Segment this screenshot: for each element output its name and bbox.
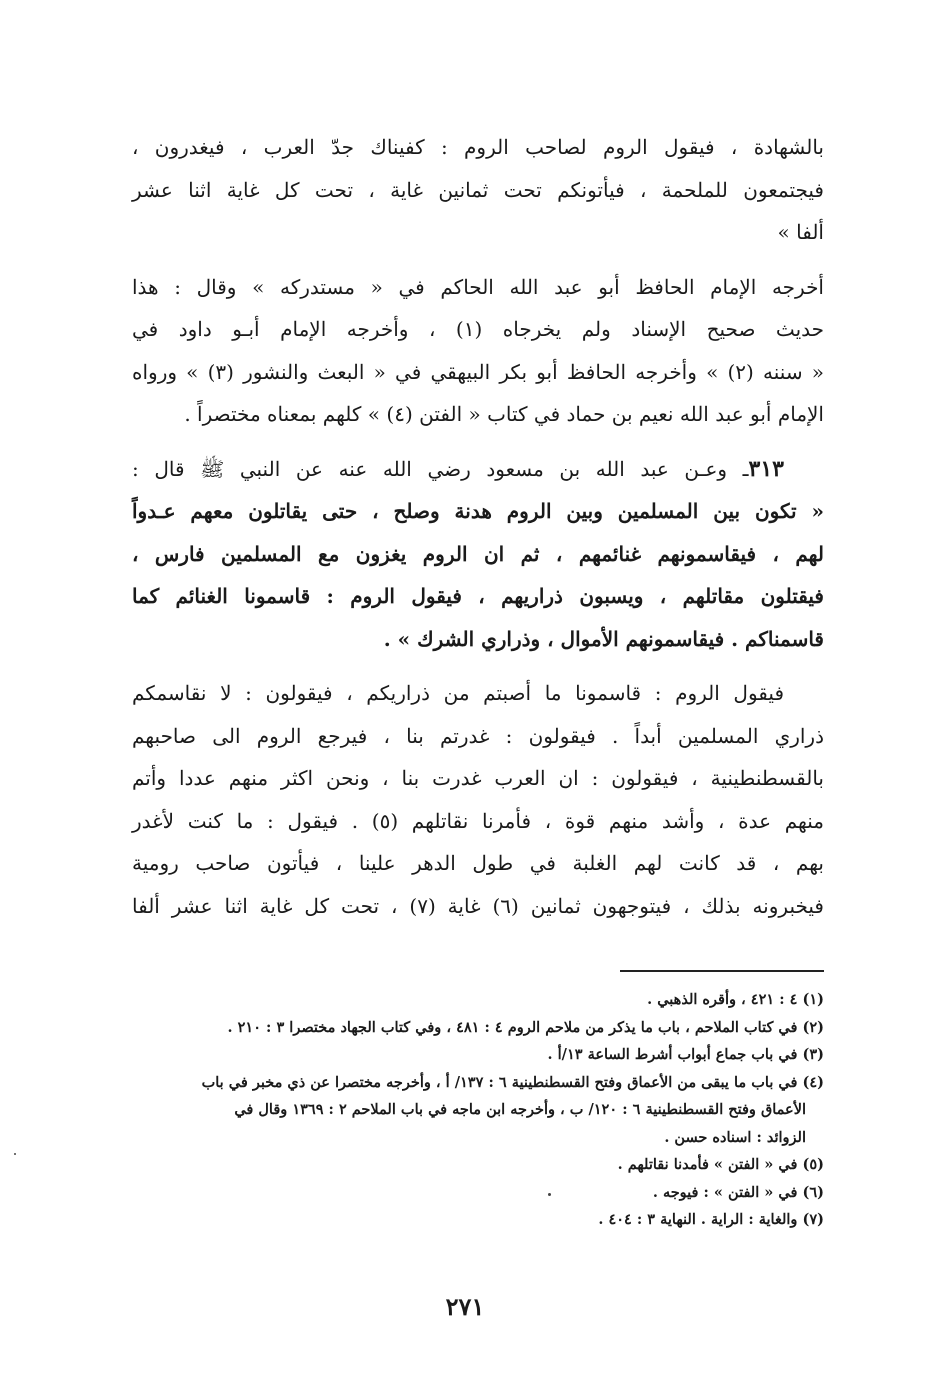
text-line: بالشهادة ، فيقول الروم لصاحب الروم : كفيناك جدّ العرب ، فيغدرون ،: [132, 135, 824, 159]
text-line: الإمام أبو عبد الله نعيم بن حماد في كتاب « الفتن (٤) » كلهم بمعناه مختصراً .: [184, 402, 824, 426]
hadith-intro-line: [132, 448, 824, 491]
text-line: فيجتمعون للملحمة ، فيأتونكم تحت ثمانين غاية ، تحت كل غاية اثنا عشر: [132, 177, 824, 202]
footnote-separator: [620, 970, 824, 972]
text-line: قاسمناكم . فيقاسمونهم الأموال ، وذراري الشرك » .: [383, 626, 824, 651]
hadith-number: ٣١٣: [748, 455, 784, 482]
hadith-313: [132, 448, 824, 661]
paragraph-4: [132, 672, 824, 927]
text-line: فيخبرونه بذلك ، فيتوجهون ثمانين (٦) غاية (٧) ، تحت كل غاية اثنا عشر ألفا: [132, 893, 824, 918]
footnote-4-continuation: الزوائد : اسناده حسن .: [664, 1128, 806, 1146]
paragraph-2: [132, 266, 824, 436]
scan-speck: [14, 1153, 16, 1155]
text-line: « تكون بين المسلمين وبين الروم هدنة وصلح ، حتى يقاتلون معهم عـدواً: [132, 499, 824, 523]
footnote-7: (٧) والغاية : الراية . النهاية ٣ : ٤٠٤ .: [598, 1211, 824, 1228]
paragraph-1: [132, 126, 824, 254]
footnote-3: (٣) في باب جماع أبواب أشرط الساعة ١٣/أ .: [547, 1046, 824, 1063]
text-line: فيقتلون مقاتلهم ، ويسبون ذراريهم ، فيقول الروم : قاسمونا الغنائم كما: [132, 584, 824, 608]
text-line: « سننه (٢) » وأخرجه الحافظ أبو بكر البيهقي في « البعث والنشور (٣) » ورواه: [132, 359, 824, 384]
text-line: لهم ، فيقاسمونهم غنائمهم ، ثم ان الروم يغزون مع المسلمين فارس ،: [132, 541, 824, 566]
scan-speck: [548, 1193, 551, 1196]
footnote-4: (٤) في باب ما يبقى من الأعماق وفتح القسطنطينية ٦ : ١٣٧/ أ ، وأخرجه مختصرا عن ذي مخبر في باب: [201, 1073, 824, 1091]
text-line: منهم عدة ، وأشد منهم قوة ، فأمرنا نقاتلهم (٥) . فيقول : ما كنت لأغدر: [132, 808, 824, 833]
text-line: ألفا »: [777, 220, 824, 244]
hadith-intro: ـ وعـن عبد الله بن مسعود رضي الله عنه عن النبي ﷺ قال :: [132, 456, 749, 481]
footnote-4-continuation: الأعماق وفتح القسطنطينية ٦ : ١٢٠/ ب ، وأخرجه ابن ماجه في باب الملاحم ٢ : ١٣٦٩ وقال في: [234, 1101, 806, 1118]
text-line: أخرجه الإمام الحافظ أبو عبد الله الحاكم في « مستدركه » وقال : هذا: [132, 274, 824, 299]
main-text: [132, 126, 824, 931]
text-line: فيقول الروم : قاسمونا ما أصبتم من ذراريكم ، فيقولون : لا نقاسمكم: [132, 681, 784, 705]
text-line: حديث صحيح الإسناد ولم يخرجاه (١) ، وأخرجه الإمام أبـو داود في: [132, 317, 824, 341]
page-number: ٢٧١: [445, 1292, 485, 1321]
text-line: بالقسطنطينية ، فيقولون : ان العرب غدرت بنا ، ونحن اكثر منهم عددا وأتم: [132, 766, 824, 790]
footnote-5: (٥) في « الفتن » فأمدنا نقاتلهم .: [617, 1156, 824, 1173]
footnotes: [132, 986, 824, 1234]
text-line: ذراري المسلمين أبداً . فيقولون : غدرتم بنا ، فيرجع الروم الى صاحبهم: [132, 723, 824, 748]
footnote-1: (١) ٤ : ٤٢١ ، وأقره الذهبي .: [647, 991, 824, 1008]
footnote-2: (٢) في كتاب الملاحم ، باب ما يذكر من ملاحم الروم ٤ : ٤٨١ ، وفي كتاب الجهاد مختصرا ٣ : ٢١٠ .: [227, 1018, 824, 1036]
text-line: بهم ، قد كانت لهم الغلبة في طول الدهر علينا ، فيأتون صاحب رومية: [132, 851, 824, 875]
footnote-6: (٦) في « الفتن » : فيوجه .: [652, 1183, 824, 1201]
